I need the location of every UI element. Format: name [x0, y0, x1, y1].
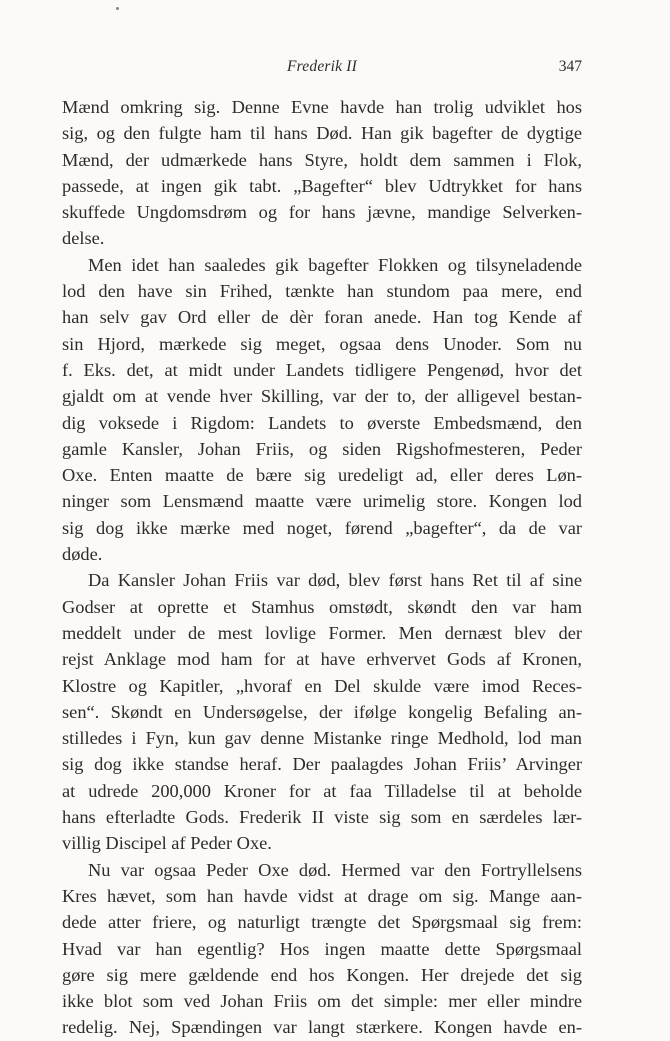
text-line: sig, og den fulgte ham til hans Død. Han gik bagefter de dygtige: [62, 123, 582, 144]
text-line: han selv gav Ord eller de dèr foran anede. Han tog Kende af: [62, 307, 582, 328]
text-line: Mænd, der udmærkede hans Styre, holdt dem sammen i Flok,: [62, 149, 582, 170]
running-title: Frederik II: [286, 58, 358, 75]
text-line: at udrede 200,000 Kroner for at faa Tilladelse til at beholde: [62, 780, 582, 801]
text-line: sig dog ikke standse heraf. Der paalagdes Johan Friis’ Arvinger: [62, 754, 582, 775]
text-line: Hvad var han egentlig? Hos ingen maatte dette Spørgsmaal: [62, 938, 582, 959]
text-line: Men idet han saaledes gik bagefter Flokken og tilsyneladende: [88, 254, 582, 275]
text-line: Da Kansler Johan Friis var død, blev først hans Ret til af sine: [88, 570, 582, 591]
body-text: [62, 94, 582, 1041]
text-line: Godser at oprette et Stamhus omstødt, skøndt den var ham: [62, 596, 582, 617]
paper-speck: [116, 7, 119, 10]
text-line: passede, at ingen gik tabt. „Bagefter“ blev Udtrykket for hans: [62, 175, 582, 196]
text-line: sen“. Skøndt en Undersøgelse, der ifølge kongelig Befaling an-: [62, 701, 582, 722]
paragraph: [62, 252, 582, 568]
text-line: gjaldt om at vende hver Skilling, var der to, der alligevel bestan-: [62, 386, 582, 407]
text-line: gamle Kansler, Johan Friis, og siden Rigshofmesteren, Peder: [62, 438, 582, 459]
text-line: lod den have sin Frihed, tænkte han stundom paa mere, end: [62, 281, 582, 302]
paragraph: [62, 567, 582, 856]
text-line: gøre sig mere gældende end hos Kongen. Her drejede det sig: [62, 964, 582, 985]
text-line: stilledes i Fyn, kun gav denne Mistanke ringe Medhold, lod man: [62, 728, 582, 749]
text-line: ikke blot som ved Johan Friis om det simple: mer eller mindre: [62, 991, 582, 1012]
text-line: delse.: [62, 228, 105, 249]
text-line: f. Eks. det, at midt under Landets tidligere Pengenød, hvor det: [62, 359, 582, 380]
text-line: sig dog ikke mærke med noget, førend „bagefter“, da de var: [62, 517, 582, 538]
text-line: redelig. Nej, Spændingen var langt stærkere. Kongen havde en-: [62, 1017, 582, 1038]
text-line: Mænd omkring sig. Denne Evne havde han trolig udviklet hos: [62, 97, 582, 117]
text-line: ninger som Lensmænd maatte være urimelig store. Kongen lod: [62, 491, 582, 512]
paragraph: [62, 857, 582, 1041]
text-line: sin Hjord, mærkede sig meget, ogsaa dens Unoder. Som nu: [62, 333, 582, 354]
text-line: Nu var ogsaa Peder Oxe død. Hermed var den Fortryllelsens: [88, 859, 582, 880]
text-line: meddelt under de mest lovlige Former. Men dernæst blev der: [62, 622, 582, 643]
text-line: villig Discipel af Peder Oxe.: [62, 833, 272, 854]
text-line: Oxe. Enten maatte de bære sig uredeligt ad, eller deres Løn-: [62, 465, 582, 486]
text-line: døde.: [62, 544, 103, 565]
text-line: hans efterladte Gods. Frederik II viste sig som en særdeles lær-: [62, 807, 582, 828]
text-line: dig voksede i Rigdom: Landets to øverste Embedsmænd, den: [62, 412, 582, 433]
text-line: Klostre og Kapitler, „hvoraf en Del skulde være imod Reces-: [62, 675, 582, 696]
text-line: rejst Anklage mod ham for at have erhvervet Gods af Kronen,: [62, 649, 582, 670]
text-line: Kres hævet, som han havde vidst at drage om sig. Mange aan-: [62, 885, 582, 906]
page-number: 347: [558, 58, 582, 75]
text-line: skuffede Ungdomsdrøm og for hans jævne, mandige Selverken-: [62, 202, 582, 223]
paragraph: [62, 94, 582, 252]
text-line: dede atter friere, og naturligt trængte det Spørgsmaal sig frem:: [62, 912, 582, 933]
running-head: [62, 58, 582, 86]
